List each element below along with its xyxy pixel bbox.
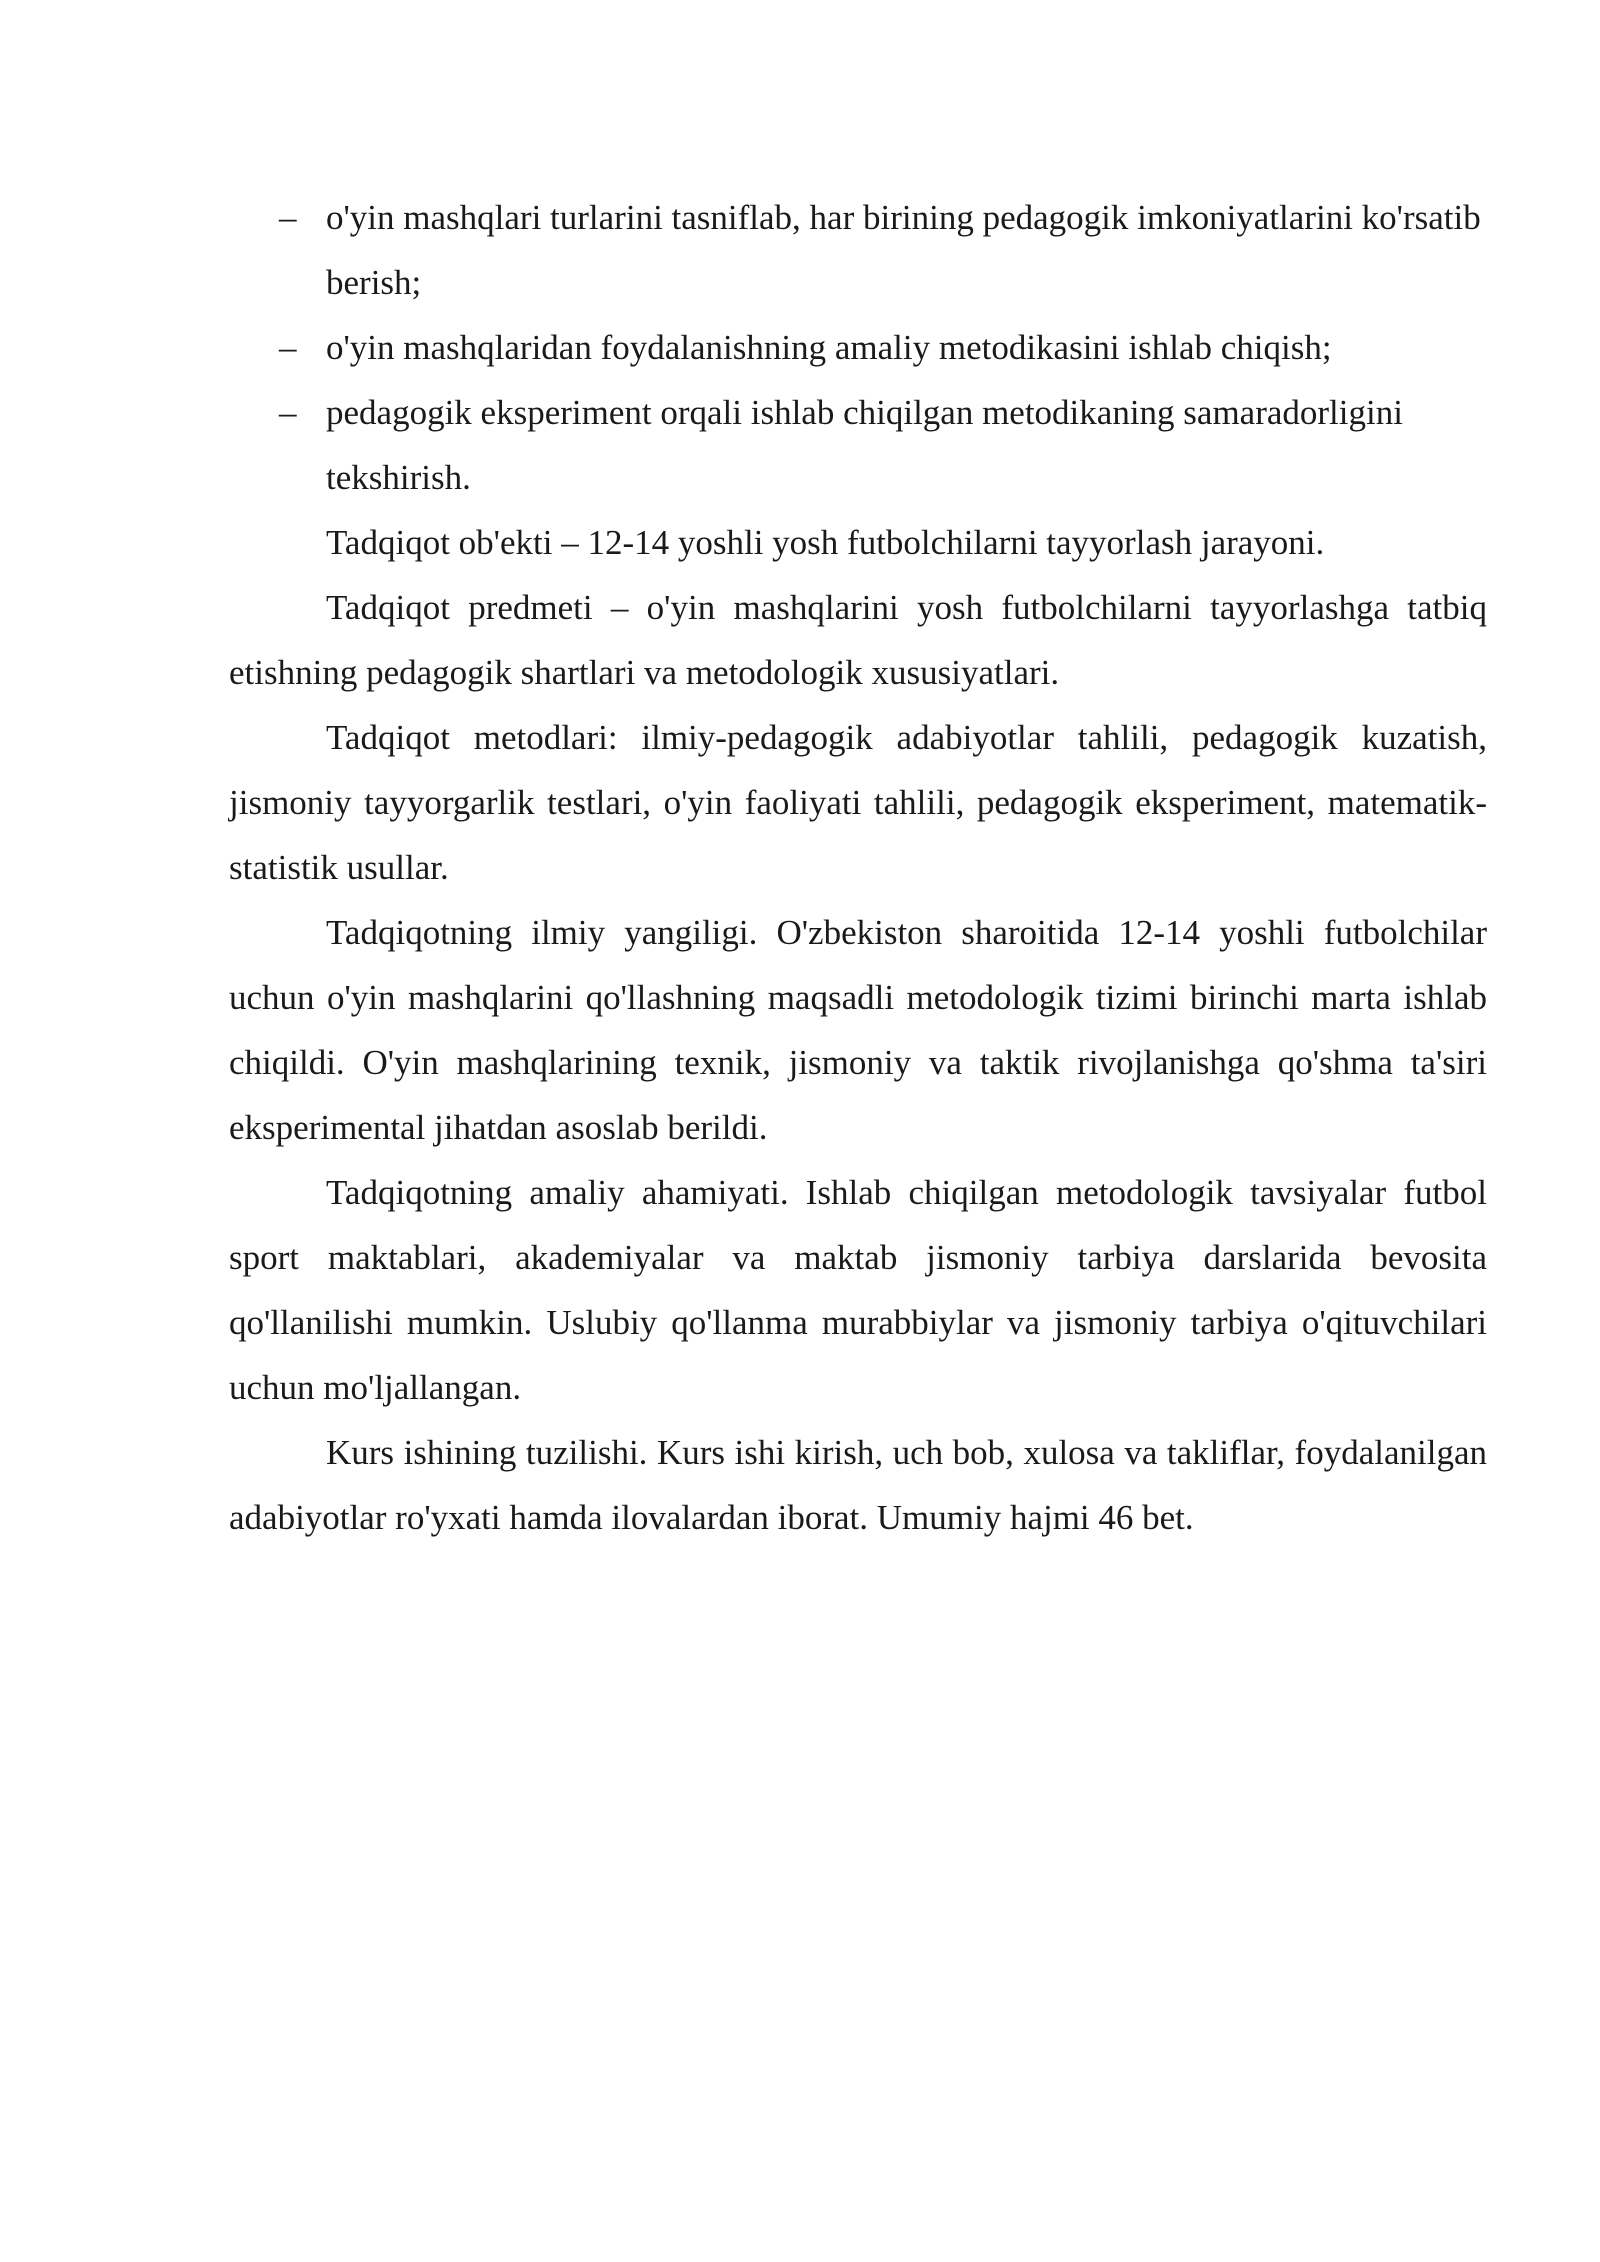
page-body [229, 185, 1487, 1550]
objectives-list [229, 185, 1487, 510]
research-object-paragraph: Tadqiqot ob'ekti – 12-14 yoshli yosh futbolchilarni tayyorlash jarayoni. [326, 523, 1325, 562]
list-item-text: o'yin mashqlari turlarini tasniflab, har birining pedagogik imkoniyatlarini ko'rsatib berish; [326, 198, 1481, 302]
structure-paragraph: Kurs ishining tuzilishi. Kurs ishi kirish, uch bob, xulosa va takliflar, foydalanilgan adabiyotlar ro'yxati hamda ilovalardan iborat. Umumiy hajmi 46 bet. [229, 1433, 1487, 1537]
dash-marker: – [279, 393, 297, 432]
list-item-text: pedagogik eksperiment orqali ishlab chiqilgan metodikaning samaradorligini tekshirish. [326, 393, 1403, 497]
practical-significance-paragraph: Tadqiqotning amaliy ahamiyati. Ishlab chiqilgan metodologik tavsiyalar futbol sport maktablari, akademiyalar va maktab jismoniy tarbiya darslarida bevosita qo'llanilishi mumkin. Uslubiy qo'llanma murabbiylar va jismoniy tarbiya o'qituvchilari uchun mo'ljallangan. [229, 1173, 1487, 1407]
list-item-text: o'yin mashqlaridan foydalanishning amaliy metodikasini ishlab chiqish; [326, 328, 1332, 367]
dash-marker: – [279, 198, 297, 237]
scientific-novelty-paragraph: Tadqiqotning ilmiy yangiligi. O'zbekiston sharoitida 12-14 yoshli futbolchilar uchun o'yin mashqlarini qo'llashning maqsadli metodologik tizimi birinchi marta ishlab chiqildi. O'yin mashqlarining texnik, jismoniy va taktik rivojlanishga qo'shma ta'siri eksperimental jihatdan asoslab berildi. [229, 913, 1487, 1147]
list-item [229, 315, 1487, 380]
research-subject-paragraph: Tadqiqot predmeti – o'yin mashqlarini yosh futbolchilarni tayyorlashga tatbiq etishning pedagogik shartlari va metodologik xususiyatlari. [229, 588, 1487, 692]
research-methods-paragraph: Tadqiqot metodlari: ilmiy-pedagogik adabiyotlar tahlili, pedagogik kuzatish, jismoniy tayyorgarlik testlari, o'yin faoliyati tahlili, pedagogik eksperiment, matematik-statistik usullar. [229, 718, 1487, 887]
list-item [229, 380, 1487, 510]
list-item [229, 185, 1487, 315]
dash-marker: – [279, 328, 297, 367]
